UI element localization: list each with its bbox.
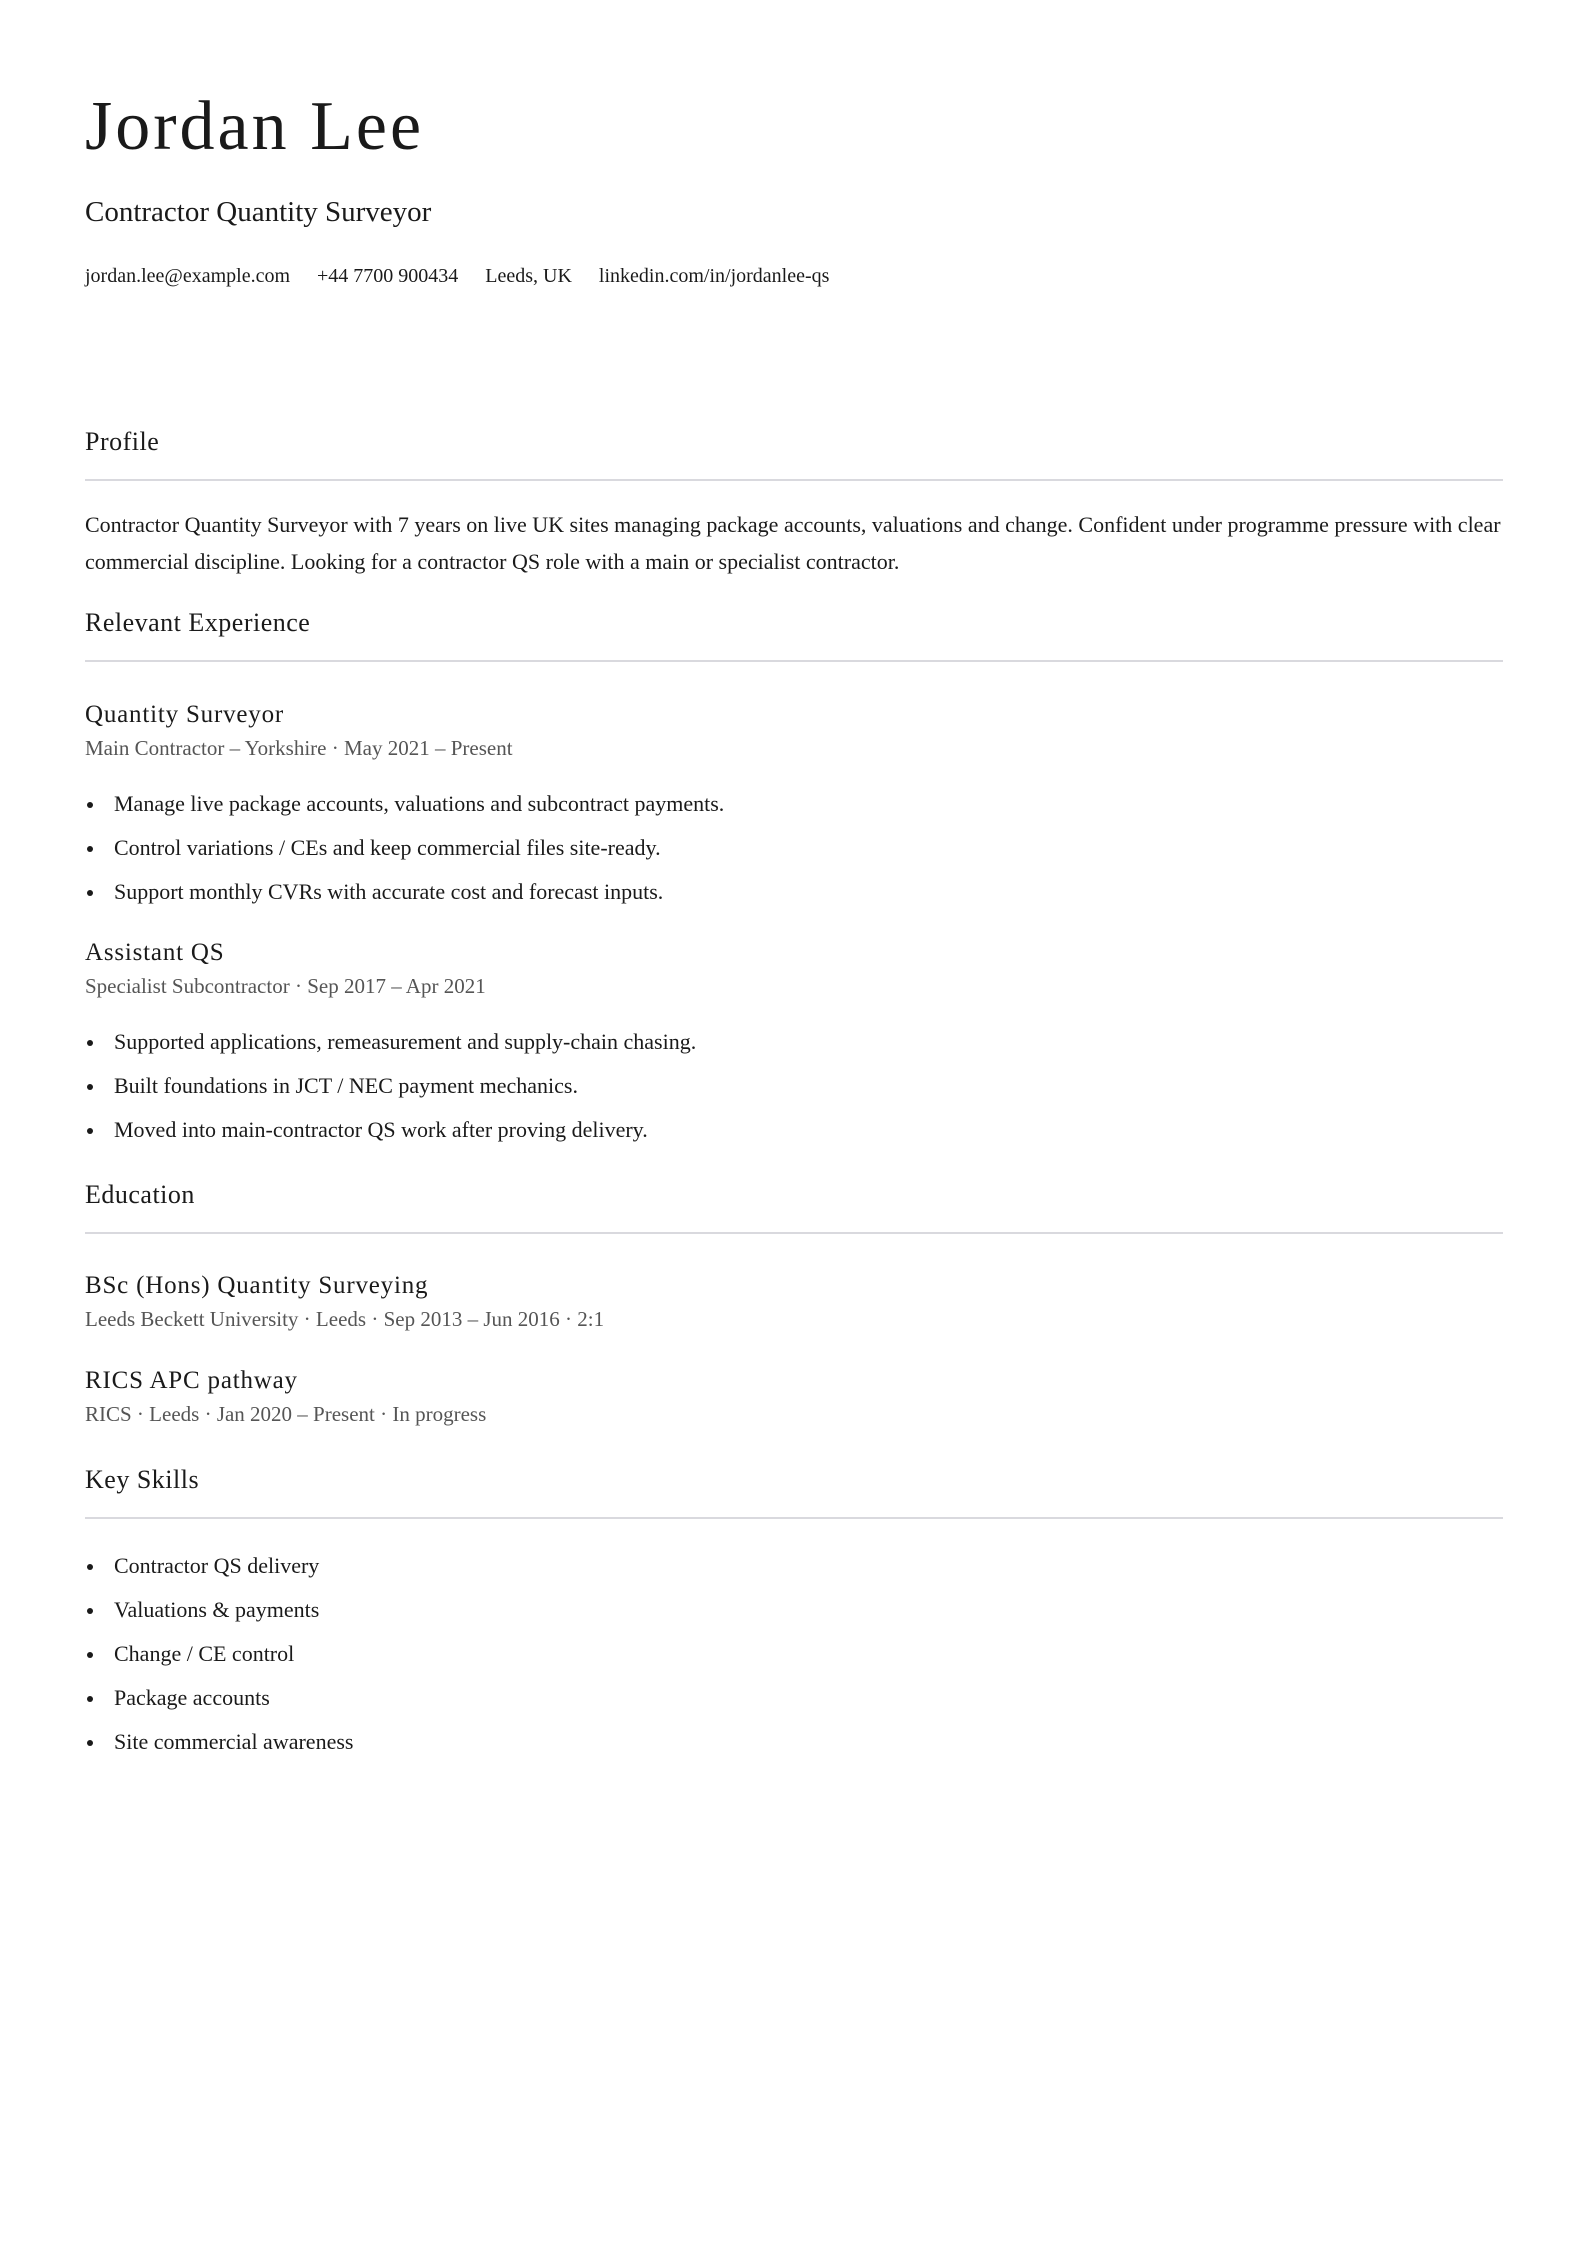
education-meta: Leeds Beckett University · Leeds · Sep 2013 – Jun 2016 · 2:1 (85, 1307, 605, 1331)
contact-email[interactable]: jordan.lee@example.com (85, 265, 290, 287)
job-bullet: Manage live package accounts, valuations and subcontract payments. (85, 793, 724, 837)
section-heading-profile: Profile (85, 429, 1503, 481)
job-bullet: Supported applications, remeasurement and supply-chain chasing. (85, 1031, 696, 1075)
skill-item: Package accounts (85, 1687, 353, 1731)
profile-summary: Contractor Quantity Surveyor with 7 years on live UK sites managing package accounts, valuations and change. Confident under programme pressure with clear commercial discipline. Looking for a contractor QS role with a main or specialist contractor. (85, 512, 1501, 574)
skill-item: Contractor QS delivery (85, 1555, 353, 1599)
job-title: Quantity Surveyor (85, 701, 284, 728)
contact-line (85, 266, 829, 286)
job-title: Assistant QS (85, 939, 225, 966)
education-title: RICS APC pathway (85, 1367, 298, 1394)
contact-phone[interactable]: +44 7700 900434 (317, 265, 459, 287)
section-heading-experience: Relevant Experience (85, 610, 1503, 662)
job-bullet: Moved into main-contractor QS work after proving delivery. (85, 1119, 696, 1163)
contact-location: Leeds, UK (485, 265, 572, 287)
education-meta: RICS · Leeds · Jan 2020 – Present · In progress (85, 1402, 487, 1426)
section-heading-skills: Key Skills (85, 1467, 1503, 1519)
job-bullets (85, 1031, 696, 1163)
job-meta: Main Contractor – Yorkshire · May 2021 – Present (85, 736, 513, 760)
job-bullet: Built foundations in JCT / NEC payment mechanics. (85, 1075, 696, 1119)
job-meta: Specialist Subcontractor · Sep 2017 – Apr 2021 (85, 974, 486, 998)
candidate-name: Jordan Lee (85, 88, 425, 165)
skill-item: Change / CE control (85, 1643, 353, 1687)
job-bullet: Support monthly CVRs with accurate cost and forecast inputs. (85, 881, 724, 925)
job-bullets (85, 793, 724, 925)
skill-item: Valuations & payments (85, 1599, 353, 1643)
skills-list (85, 1555, 353, 1775)
candidate-title: Contractor Quantity Surveyor (85, 196, 432, 228)
education-title: BSc (Hons) Quantity Surveying (85, 1272, 429, 1299)
section-heading-education: Education (85, 1182, 1503, 1234)
job-bullet: Control variations / CEs and keep commercial files site-ready. (85, 837, 724, 881)
skill-item: Site commercial awareness (85, 1731, 353, 1775)
contact-linkedin[interactable]: linkedin.com/in/jordanlee-qs (598, 265, 830, 287)
